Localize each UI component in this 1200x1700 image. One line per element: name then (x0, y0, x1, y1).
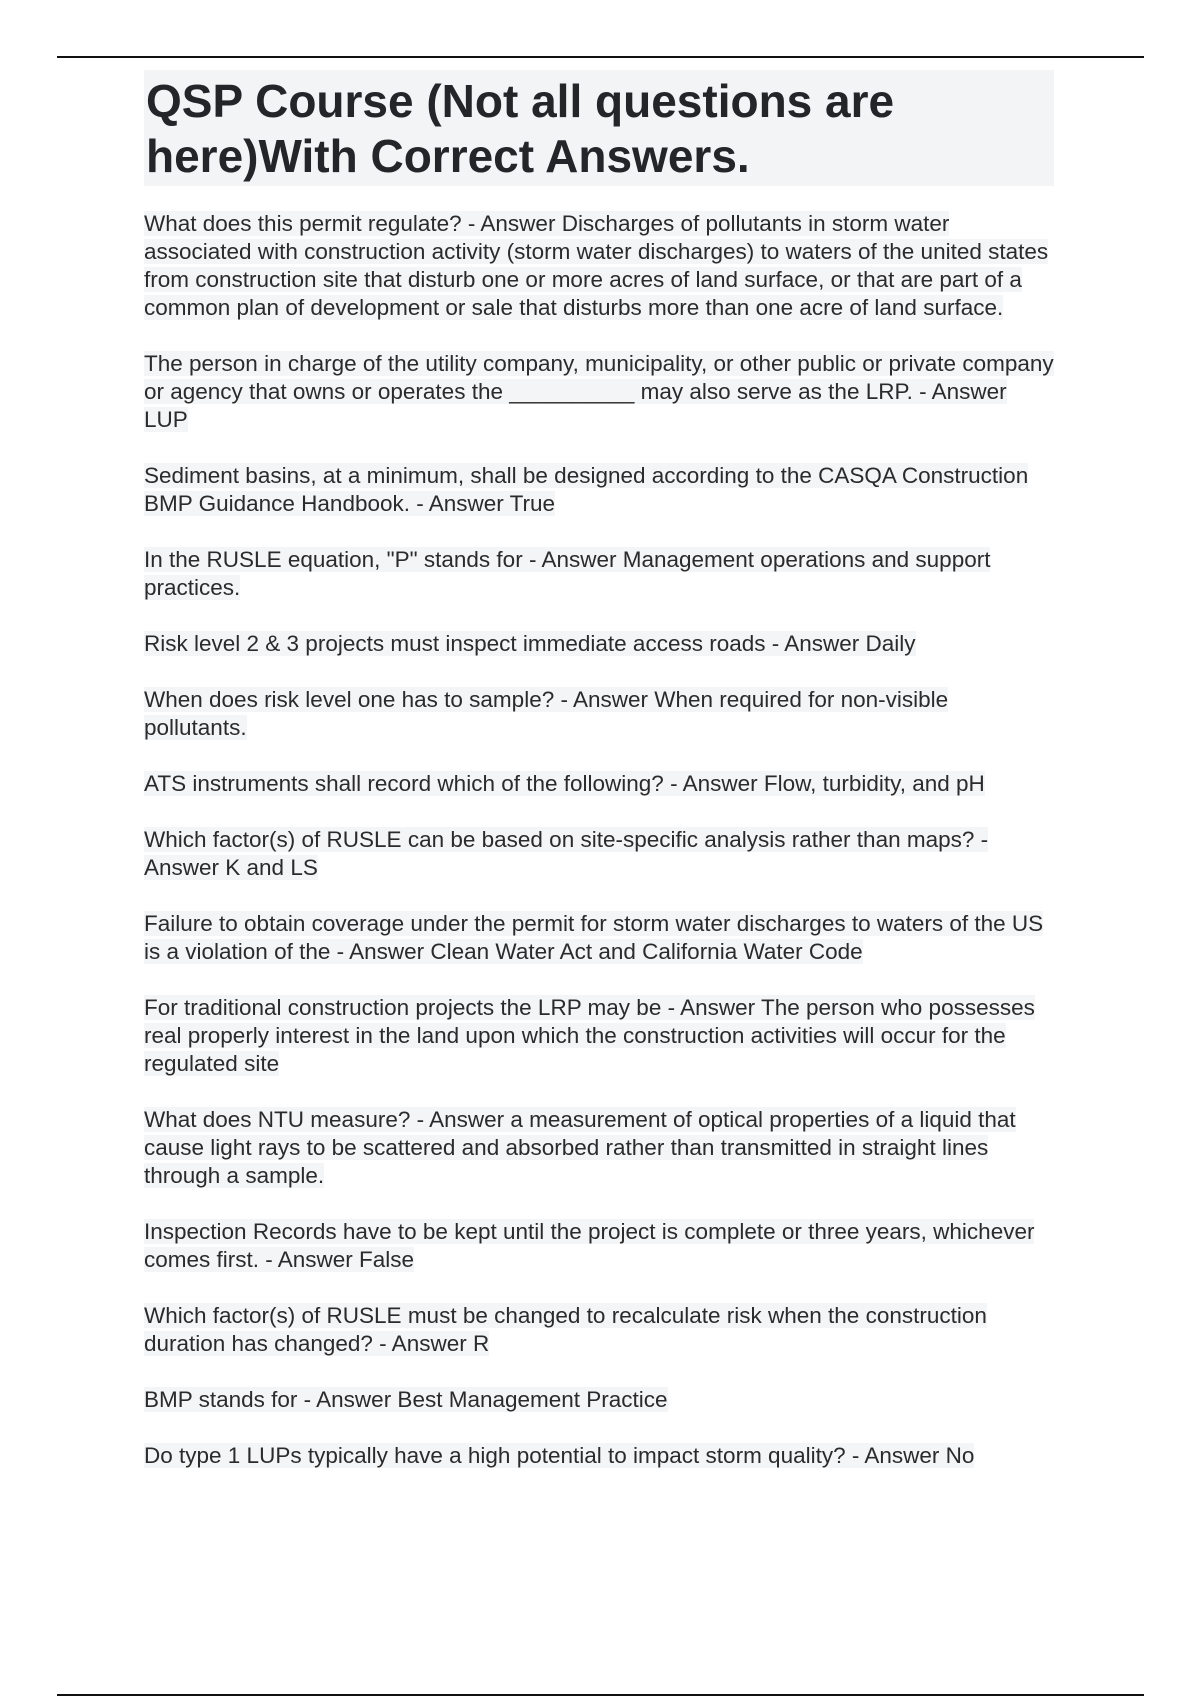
qa-item (144, 630, 1054, 658)
qa-item (144, 462, 1054, 518)
qa-list (144, 210, 1054, 1470)
qa-text: The person in charge of the utility company, municipality, or other public or private company or agency that owns or operates the __________ may also serve as the LRP. - Answer LUP (144, 351, 1054, 432)
qa-text: Risk level 2 & 3 projects must inspect immediate access roads - Answer Daily (144, 631, 916, 656)
document-title: QSP Course (Not all questions are here)With Correct Answers. (144, 70, 1054, 186)
bottom-divider (57, 1694, 1144, 1696)
qa-item (144, 1302, 1054, 1358)
qa-item (144, 994, 1054, 1078)
qa-text: BMP stands for - Answer Best Management Practice (144, 1387, 668, 1412)
qa-item (144, 546, 1054, 602)
qa-item (144, 910, 1054, 966)
qa-text: Which factor(s) of RUSLE must be changed to recalculate risk when the construction duration has changed? - Answer R (144, 1303, 987, 1356)
qa-text: In the RUSLE equation, "P" stands for - Answer Management operations and support practices. (144, 547, 991, 600)
qa-text: For traditional construction projects the LRP may be - Answer The person who possesses real properly interest in the land upon which the construction activities will occur for the regulated site (144, 995, 1035, 1076)
qa-text: Inspection Records have to be kept until the project is complete or three years, whichever comes first. - Answer False (144, 1219, 1035, 1272)
qa-item (144, 686, 1054, 742)
qa-text: ATS instruments shall record which of the following? - Answer Flow, turbidity, and pH (144, 771, 985, 796)
qa-item (144, 826, 1054, 882)
qa-text: Failure to obtain coverage under the permit for storm water discharges to waters of the US is a violation of the - Answer Clean Water Act and California Water Code (144, 911, 1044, 964)
qa-item (144, 770, 1054, 798)
qa-text: What does NTU measure? - Answer a measurement of optical properties of a liquid that cause light rays to be scattered and absorbed rather than transmitted in straight lines through a sample. (144, 1107, 1016, 1188)
qa-item (144, 1386, 1054, 1414)
qa-item (144, 1106, 1054, 1190)
qa-text: What does this permit regulate? - Answer Discharges of pollutants in storm water associated with construction activity (storm water discharges) to waters of the united states from construction site that disturb one or more acres of land surface, or that are part of a common plan of development or sale that disturbs more than one acre of land surface. (144, 211, 1049, 320)
qa-text: Which factor(s) of RUSLE can be based on site-specific analysis rather than maps? - Answer K and LS (144, 827, 989, 880)
qa-item (144, 210, 1054, 322)
qa-item (144, 1218, 1054, 1274)
qa-item (144, 1442, 1054, 1470)
document-body (144, 70, 1054, 1498)
qa-text: When does risk level one has to sample? - Answer When required for non-visible pollutants. (144, 687, 949, 740)
top-divider (57, 56, 1144, 58)
qa-text: Do type 1 LUPs typically have a high potential to impact storm quality? - Answer No (144, 1443, 975, 1468)
qa-item (144, 350, 1054, 434)
qa-text: Sediment basins, at a minimum, shall be designed according to the CASQA Construction BMP Guidance Handbook. - Answer True (144, 463, 1029, 516)
